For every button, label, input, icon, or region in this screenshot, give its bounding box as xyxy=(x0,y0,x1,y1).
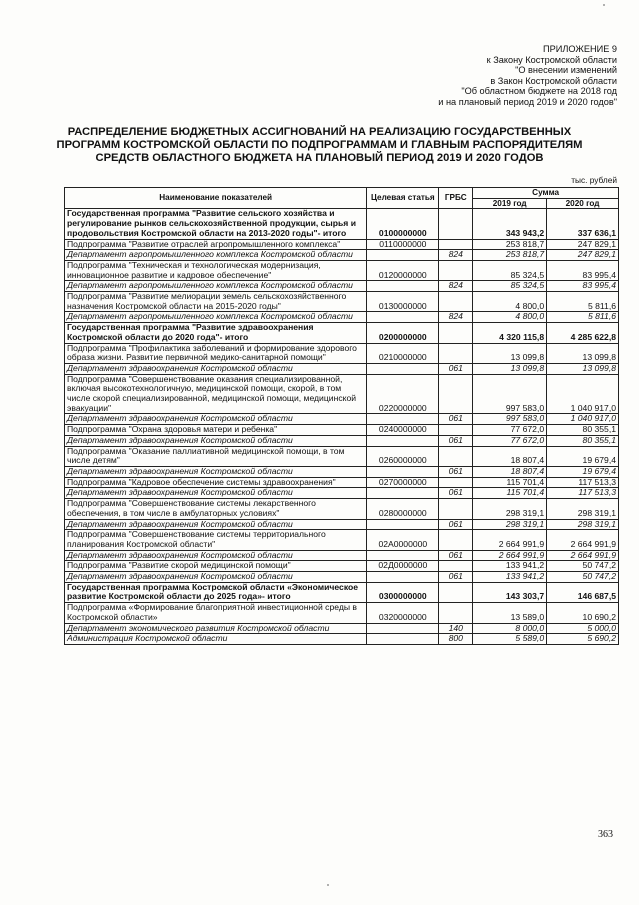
row-2019-cell: 133 941,2 xyxy=(473,561,547,572)
row-2019-cell: 4 800,0 xyxy=(473,292,547,312)
row-grbs-cell xyxy=(439,292,473,312)
subprogram-row xyxy=(65,343,619,363)
row-code-cell xyxy=(367,250,439,261)
row-2020-cell: 4 285 622,8 xyxy=(547,323,619,343)
row-2020-cell: 298 319,1 xyxy=(547,499,619,519)
row-2019-cell: 298 319,1 xyxy=(473,519,547,530)
row-name-cell: Департамент здравоохранения Костромской области xyxy=(65,550,367,561)
department-row xyxy=(65,312,619,323)
row-2020-cell: 5 811,6 xyxy=(547,292,619,312)
units-label: тыс. рублей xyxy=(571,175,617,185)
row-2020-cell: 2 664 991,9 xyxy=(547,550,619,561)
row-2020-cell: 337 636,1 xyxy=(547,209,619,239)
row-2019-cell: 18 807,4 xyxy=(473,466,547,477)
row-grbs-cell: 061 xyxy=(439,466,473,477)
row-code-cell xyxy=(367,623,439,634)
subprogram-row xyxy=(65,239,619,250)
subprogram-row xyxy=(65,292,619,312)
row-code-cell xyxy=(367,281,439,292)
row-grbs-cell: 061 xyxy=(439,572,473,583)
row-2019-cell: 85 324,5 xyxy=(473,281,547,292)
program-row xyxy=(65,323,619,343)
row-grbs-cell xyxy=(439,323,473,343)
row-2020-cell: 13 099,8 xyxy=(547,343,619,363)
row-grbs-cell xyxy=(439,446,473,466)
row-grbs-cell: 800 xyxy=(439,634,473,645)
row-code-cell: 0120000000 xyxy=(367,260,439,280)
row-grbs-cell xyxy=(439,209,473,239)
row-code-cell: 0110000000 xyxy=(367,239,439,250)
row-2019-cell: 2 664 991,9 xyxy=(473,550,547,561)
row-name-cell: Подпрограмма "Совершенствование системы лекарственного обеспечения, в том числе в амбулаторных условиях" xyxy=(65,499,367,519)
row-grbs-cell: 061 xyxy=(439,488,473,499)
appendix-header xyxy=(438,44,617,108)
row-2019-cell: 997 583,0 xyxy=(473,414,547,425)
row-grbs-cell xyxy=(439,582,473,602)
subprogram-row xyxy=(65,603,619,623)
program-row xyxy=(65,582,619,602)
appendix-line: и на плановый период 2019 и 2020 годов" xyxy=(438,96,617,107)
row-2019-cell: 13 589,0 xyxy=(473,603,547,623)
row-name-cell: Государственная программа Костромской области «Экономическое развитие Костромской области до 2025 года»- итого xyxy=(65,582,367,602)
row-code-cell: 02Д0000000 xyxy=(367,561,439,572)
column-header-code: Целевая статья xyxy=(367,188,439,209)
row-2019-cell: 13 099,8 xyxy=(473,343,547,363)
row-2019-cell: 997 583,0 xyxy=(473,374,547,414)
row-2020-cell: 5 811,6 xyxy=(547,312,619,323)
subprogram-row xyxy=(65,530,619,550)
row-code-cell xyxy=(367,435,439,446)
row-code-cell xyxy=(367,363,439,374)
row-grbs-cell xyxy=(439,343,473,363)
row-code-cell: 0300000000 xyxy=(367,582,439,602)
row-2019-cell: 253 818,7 xyxy=(473,250,547,261)
row-grbs-cell: 824 xyxy=(439,312,473,323)
row-grbs-cell xyxy=(439,561,473,572)
row-2020-cell: 80 355,1 xyxy=(547,425,619,436)
row-2019-cell: 77 672,0 xyxy=(473,435,547,446)
row-2019-cell: 253 818,7 xyxy=(473,239,547,250)
row-name-cell: Департамент здравоохранения Костромской области xyxy=(65,466,367,477)
row-name-cell: Государственная программа "Развитие сельского хозяйства и регулирование рынков сельскохозяйственной продукции, сырья и продовольствия Костромской области на 2013-2020 годы"- итого xyxy=(65,209,367,239)
department-row xyxy=(65,435,619,446)
row-code-cell: 02А0000000 xyxy=(367,530,439,550)
row-code-cell: 0240000000 xyxy=(367,425,439,436)
department-row xyxy=(65,623,619,634)
row-name-cell: Департамент экономического развития Костромской области xyxy=(65,623,367,634)
subprogram-row xyxy=(65,477,619,488)
table-header xyxy=(65,188,619,209)
subprogram-row xyxy=(65,561,619,572)
row-2020-cell: 2 664 991,9 xyxy=(547,530,619,550)
row-2020-cell: 19 679,4 xyxy=(547,466,619,477)
budget-table xyxy=(64,187,619,645)
row-code-cell: 0270000000 xyxy=(367,477,439,488)
row-code-cell: 0280000000 xyxy=(367,499,439,519)
row-grbs-cell: 824 xyxy=(439,250,473,261)
row-2020-cell: 247 829,1 xyxy=(547,239,619,250)
row-grbs-cell xyxy=(439,239,473,250)
row-2019-cell: 8 000,0 xyxy=(473,623,547,634)
subprogram-row xyxy=(65,374,619,414)
subprogram-row xyxy=(65,425,619,436)
row-grbs-cell xyxy=(439,425,473,436)
page-number: 363 xyxy=(598,829,613,840)
row-2020-cell: 117 513,3 xyxy=(547,477,619,488)
row-name-cell: Подпрограмма "Совершенствование системы территориального планирования Костромской области" xyxy=(65,530,367,550)
appendix-line: "Об областном бюджете на 2018 год xyxy=(461,86,617,97)
row-name-cell: Подпрограмма "Кадровое обеспечение системы здравоохранения" xyxy=(65,477,367,488)
program-row xyxy=(65,209,619,239)
table-body xyxy=(65,209,619,645)
row-grbs-cell xyxy=(439,260,473,280)
row-2019-cell: 13 099,8 xyxy=(473,363,547,374)
row-2019-cell: 115 701,4 xyxy=(473,488,547,499)
department-row xyxy=(65,519,619,530)
row-2020-cell: 5 690,2 xyxy=(547,634,619,645)
row-code-cell: 0320000000 xyxy=(367,603,439,623)
row-name-cell: Подпрограмма "Развитие мелиорации земель сельскохозяйственного назначения Костромской области на 2015-2020 годы" xyxy=(65,292,367,312)
row-2020-cell: 10 690,2 xyxy=(547,603,619,623)
appendix-line: к Закону Костромской области xyxy=(486,54,617,65)
row-2019-cell: 115 701,4 xyxy=(473,477,547,488)
row-name-cell: Администрация Костромской области xyxy=(65,634,367,645)
row-grbs-cell xyxy=(439,603,473,623)
row-code-cell xyxy=(367,634,439,645)
row-2019-cell: 77 672,0 xyxy=(473,425,547,436)
row-2019-cell: 2 664 991,9 xyxy=(473,530,547,550)
department-row xyxy=(65,363,619,374)
row-name-cell: Департамент агропромышленного комплекса Костромской области xyxy=(65,250,367,261)
row-code-cell: 0100000000 xyxy=(367,209,439,239)
column-header-2020: 2020 год xyxy=(547,198,619,209)
row-name-cell: Подпрограмма "Техническая и технологическая модернизация, инновационное развитие и кадровое обеспечение" xyxy=(65,260,367,280)
row-code-cell xyxy=(367,550,439,561)
column-header-grbs: ГРБС xyxy=(439,188,473,209)
row-code-cell xyxy=(367,466,439,477)
appendix-line: "О внесении изменений xyxy=(515,65,617,76)
row-grbs-cell xyxy=(439,477,473,488)
row-2020-cell: 5 000,0 xyxy=(547,623,619,634)
department-row xyxy=(65,281,619,292)
row-2020-cell: 117 513,3 xyxy=(547,488,619,499)
row-name-cell: Государственная программа "Развитие здравоохранения Костромской области до 2020 года"- итого xyxy=(65,323,367,343)
department-row xyxy=(65,488,619,499)
row-2020-cell: 50 747,2 xyxy=(547,572,619,583)
row-2019-cell: 4 800,0 xyxy=(473,312,547,323)
row-code-cell: 0220000000 xyxy=(367,374,439,414)
row-2020-cell: 83 995,4 xyxy=(547,260,619,280)
row-2020-cell: 13 099,8 xyxy=(547,363,619,374)
row-name-cell: Подпрограмма "Профилактика заболеваний и формирование здорового образа жизни. Развитие первичной медико-санитарной помощи" xyxy=(65,343,367,363)
department-row xyxy=(65,634,619,645)
row-code-cell: 0200000000 xyxy=(367,323,439,343)
row-2020-cell: 146 687,5 xyxy=(547,582,619,602)
row-code-cell xyxy=(367,519,439,530)
row-2019-cell: 85 324,5 xyxy=(473,260,547,280)
row-grbs-cell: 061 xyxy=(439,414,473,425)
row-grbs-cell: 061 xyxy=(439,519,473,530)
row-name-cell: Подпрограмма "Развитие отраслей агропромышленного комплекса" xyxy=(65,239,367,250)
department-row xyxy=(65,550,619,561)
row-name-cell: Департамент здравоохранения Костромской области xyxy=(65,519,367,530)
scan-speck xyxy=(327,884,329,886)
row-grbs-cell xyxy=(439,499,473,519)
row-name-cell: Подпрограмма "Охрана здоровья матери и ребенка" xyxy=(65,425,367,436)
row-name-cell: Подпрограмма «Формирование благоприятной инвестиционной среды в Костромской области» xyxy=(65,603,367,623)
row-2020-cell: 1 040 917,0 xyxy=(547,374,619,414)
subprogram-row xyxy=(65,446,619,466)
row-code-cell: 0130000000 xyxy=(367,292,439,312)
row-2019-cell: 4 320 115,8 xyxy=(473,323,547,343)
row-name-cell: Департамент здравоохранения Костромской области xyxy=(65,572,367,583)
scan-speck xyxy=(603,4,605,6)
row-name-cell: Департамент здравоохранения Костромской области xyxy=(65,414,367,425)
department-row xyxy=(65,414,619,425)
row-code-cell xyxy=(367,312,439,323)
row-code-cell: 0210000000 xyxy=(367,343,439,363)
appendix-line: ПРИЛОЖЕНИЕ 9 xyxy=(543,44,617,54)
row-name-cell: Подпрограмма "Совершенствование оказания специализированной, включая высокотехнологичную, медицинской помощи, скорой, в том числе скорой специализированной, медицинской помощи, медицинской эвакуации" xyxy=(65,374,367,414)
row-2019-cell: 5 589,0 xyxy=(473,634,547,645)
subprogram-row xyxy=(65,260,619,280)
column-header-2019: 2019 год xyxy=(473,198,547,209)
row-name-cell: Департамент агропромышленного комплекса Костромской области xyxy=(65,312,367,323)
row-2019-cell: 298 319,1 xyxy=(473,499,547,519)
row-grbs-cell: 061 xyxy=(439,550,473,561)
department-row xyxy=(65,466,619,477)
row-2020-cell: 50 747,2 xyxy=(547,561,619,572)
row-2019-cell: 143 303,7 xyxy=(473,582,547,602)
row-name-cell: Департамент агропромышленного комплекса Костромской области xyxy=(65,281,367,292)
row-name-cell: Департамент здравоохранения Костромской области xyxy=(65,363,367,374)
row-code-cell xyxy=(367,414,439,425)
row-2019-cell: 133 941,2 xyxy=(473,572,547,583)
subprogram-row xyxy=(65,499,619,519)
row-grbs-cell: 061 xyxy=(439,363,473,374)
row-name-cell: Подпрограмма "Развитие скорой медицинской помощи" xyxy=(65,561,367,572)
department-row xyxy=(65,572,619,583)
row-2020-cell: 83 995,4 xyxy=(547,281,619,292)
row-name-cell: Департамент здравоохранения Костромской области xyxy=(65,435,367,446)
row-grbs-cell: 061 xyxy=(439,435,473,446)
column-header-name: Наименование показателей xyxy=(65,188,367,209)
column-header-sum: Сумма xyxy=(473,188,619,199)
row-grbs-cell: 140 xyxy=(439,623,473,634)
appendix-line: в Закон Костромской области xyxy=(490,75,617,86)
row-code-cell: 0260000000 xyxy=(367,446,439,466)
row-code-cell xyxy=(367,572,439,583)
row-2020-cell: 19 679,4 xyxy=(547,446,619,466)
row-code-cell xyxy=(367,488,439,499)
row-2020-cell: 298 319,1 xyxy=(547,519,619,530)
row-2019-cell: 343 943,2 xyxy=(473,209,547,239)
row-grbs-cell xyxy=(439,374,473,414)
row-grbs-cell xyxy=(439,530,473,550)
row-2020-cell: 1 040 917,0 xyxy=(547,414,619,425)
department-row xyxy=(65,250,619,261)
document-title: РАСПРЕДЕЛЕНИЕ БЮДЖЕТНЫХ АССИГНОВАНИЙ НА РЕАЛИЗАЦИЮ ГОСУДАРСТВЕННЫХ ПРОГРАММ КОСТРОМСКОЙ ОБЛАСТИ ПО ПОДПРОГРАММАМ И ГЛАВНЫМ РАСПОРЯДИТЕЛЯМ СРЕДСТВ ОБЛАСТНОГО БЮДЖЕТА НА ПЛАНОВЫЙ ПЕРИОД 2019 И 2020 ГОДОВ xyxy=(56,126,583,164)
row-grbs-cell: 824 xyxy=(439,281,473,292)
row-2019-cell: 18 807,4 xyxy=(473,446,547,466)
row-2020-cell: 247 829,1 xyxy=(547,250,619,261)
row-name-cell: Департамент здравоохранения Костромской области xyxy=(65,488,367,499)
row-name-cell: Подпрограмма "Оказание паллиативной медицинской помощи, в том числе детям" xyxy=(65,446,367,466)
row-2020-cell: 80 355,1 xyxy=(547,435,619,446)
